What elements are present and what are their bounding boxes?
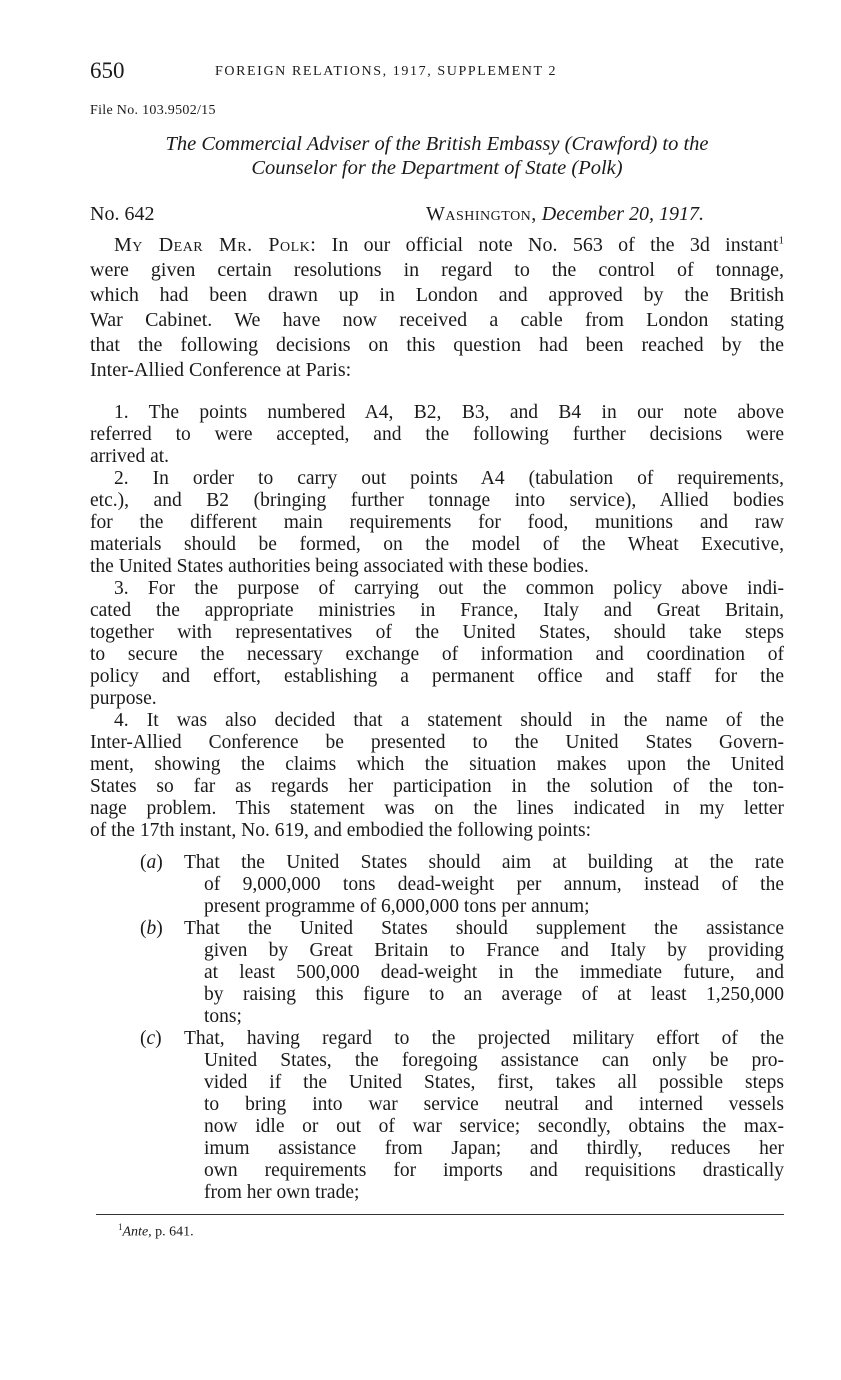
- opening-line: Inter-Allied Conference at Paris:: [90, 359, 352, 381]
- subpoint-b: [140, 918, 784, 1028]
- dateline: [90, 203, 784, 227]
- opening-line: War Cabinet. We have now received a cable from London stating: [90, 309, 784, 331]
- document-number: No. 642: [90, 203, 155, 225]
- point-line: policy and effort, establishing a permanent office and staff for the: [90, 666, 784, 687]
- quoted-decisions: [90, 402, 784, 842]
- running-head: [90, 58, 790, 88]
- letter-opening: [90, 233, 784, 383]
- title-line: Counselor for the Department of State (Polk): [251, 157, 623, 179]
- point-line: States so far as regards her participation in the solution of the ton-: [90, 776, 784, 797]
- lettered-subpoints: [140, 852, 784, 1204]
- point-line: ment, showing the claims which the situation makes upon the United: [90, 754, 784, 775]
- decision-point-4: [90, 710, 784, 842]
- subpoint-line: of 9,000,000 tons dead-weight per annum, instead of the: [204, 874, 784, 895]
- point-line: etc.), and B2 (bringing further tonnage into service), Allied bodies: [90, 490, 784, 511]
- footnote-italic: Ante,: [122, 1224, 152, 1240]
- footnote-marker: 1: [118, 1222, 123, 1232]
- subpoint-letter: c: [146, 1028, 156, 1049]
- point-line: referred to were accepted, and the following further decisions were: [90, 424, 784, 445]
- subpoint-letter: a: [146, 852, 157, 873]
- point-line: materials should be formed, on the model of the Wheat Executive,: [90, 534, 784, 555]
- decision-point-2: [90, 468, 784, 578]
- point-line: of the 17th instant, No. 619, and embodied the following points:: [90, 820, 591, 841]
- subpoint-line: present programme of 6,000,000 tons per annum;: [204, 896, 590, 917]
- subpoint-line: vided if the United States, first, takes all possible steps: [204, 1072, 784, 1093]
- opening-line: that the following decisions on this question had been reached by the: [90, 334, 784, 356]
- footnote-divider: [96, 1214, 784, 1215]
- place: Washington,: [426, 203, 537, 225]
- place-and-date: [426, 203, 704, 226]
- subpoint-line: tons;: [204, 1006, 242, 1027]
- opening-text: In our official note No. 563 of the 3d instant: [331, 234, 779, 256]
- running-title: FOREIGN RELATIONS, 1917, SUPPLEMENT 2: [215, 64, 558, 79]
- subpoint-line: That, having regard to the projected military effort of the: [184, 1028, 784, 1049]
- subpoint-line: imum assistance from Japan; and thirdly, reduces her: [204, 1138, 784, 1159]
- point-line: to secure the necessary exchange of information and coordination of: [90, 644, 784, 665]
- point-line: 2. In order to carry out points A4 (tabulation of requirements,: [114, 468, 784, 489]
- subpoint-marker: (a): [140, 852, 163, 873]
- opening-line: were given certain resolutions in regard to the control of tonnage,: [90, 259, 784, 281]
- opening-paragraph: [90, 233, 784, 383]
- point-line: cated the appropriate ministries in France, Italy and Great Britain,: [90, 600, 784, 621]
- subpoint-line: to bring into war service neutral and interned vessels: [204, 1094, 784, 1115]
- subpoint-line: from her own trade;: [204, 1182, 360, 1203]
- subpoint-marker: (b): [140, 918, 163, 939]
- point-line: the United States authorities being associated with these bodies.: [90, 556, 589, 577]
- footnote-ref: 1: [778, 234, 784, 247]
- subpoint-c: [140, 1028, 784, 1204]
- date: December 20, 1917.: [541, 203, 704, 225]
- title-line: The Commercial Adviser of the British Embassy (Crawford) to the: [165, 133, 709, 155]
- subpoint-line: now idle or out of war service; secondly, obtains the max-: [204, 1116, 784, 1137]
- point-line: for the different main requirements for food, munitions and raw: [90, 512, 784, 533]
- salutation: My Dear Mr. Polk:: [114, 234, 317, 256]
- footnote: [118, 1222, 194, 1241]
- subpoint-line: at least 500,000 dead-weight in the immediate future, and: [204, 962, 784, 983]
- opening-line: [90, 233, 784, 258]
- document-title: [90, 132, 784, 180]
- point-line: purpose.: [90, 688, 157, 709]
- opening-line: which had been drawn up in London and approved by the British: [90, 284, 784, 306]
- subpoint-letter: b: [146, 918, 157, 939]
- subpoint-line: That the United States should supplement the assistance: [184, 918, 784, 939]
- subpoint-line: That the United States should aim at building at the rate: [184, 852, 784, 873]
- decision-point-1: [90, 402, 784, 468]
- footnote-text: p. 641.: [151, 1224, 194, 1240]
- point-line: 1. The points numbered A4, B2, B3, and B4 in our note above: [114, 402, 784, 423]
- point-line: 3. For the purpose of carrying out the common policy above indi-: [114, 578, 784, 599]
- file-number: File No. 103.9502/15: [90, 103, 216, 118]
- subpoint-a: [140, 852, 784, 918]
- subpoint-marker: (c): [140, 1028, 162, 1049]
- subpoint-line: own requirements for imports and requisitions drastically: [204, 1160, 784, 1181]
- point-line: 4. It was also decided that a statement should in the name of the: [114, 710, 784, 731]
- point-line: arrived at.: [90, 446, 170, 467]
- subpoint-line: by raising this figure to an average of at least 1,250,000: [204, 984, 784, 1005]
- decision-point-3: [90, 578, 784, 710]
- subpoint-line: United States, the foregoing assistance can only be pro-: [204, 1050, 784, 1071]
- subpoint-line: given by Great Britain to France and Italy by providing: [204, 940, 784, 961]
- page-number: 650: [90, 58, 125, 83]
- point-line: Inter-Allied Conference be presented to the United States Govern-: [90, 732, 784, 753]
- point-line: together with representatives of the United States, should take steps: [90, 622, 784, 643]
- point-line: nage problem. This statement was on the lines indicated in my letter: [90, 798, 784, 819]
